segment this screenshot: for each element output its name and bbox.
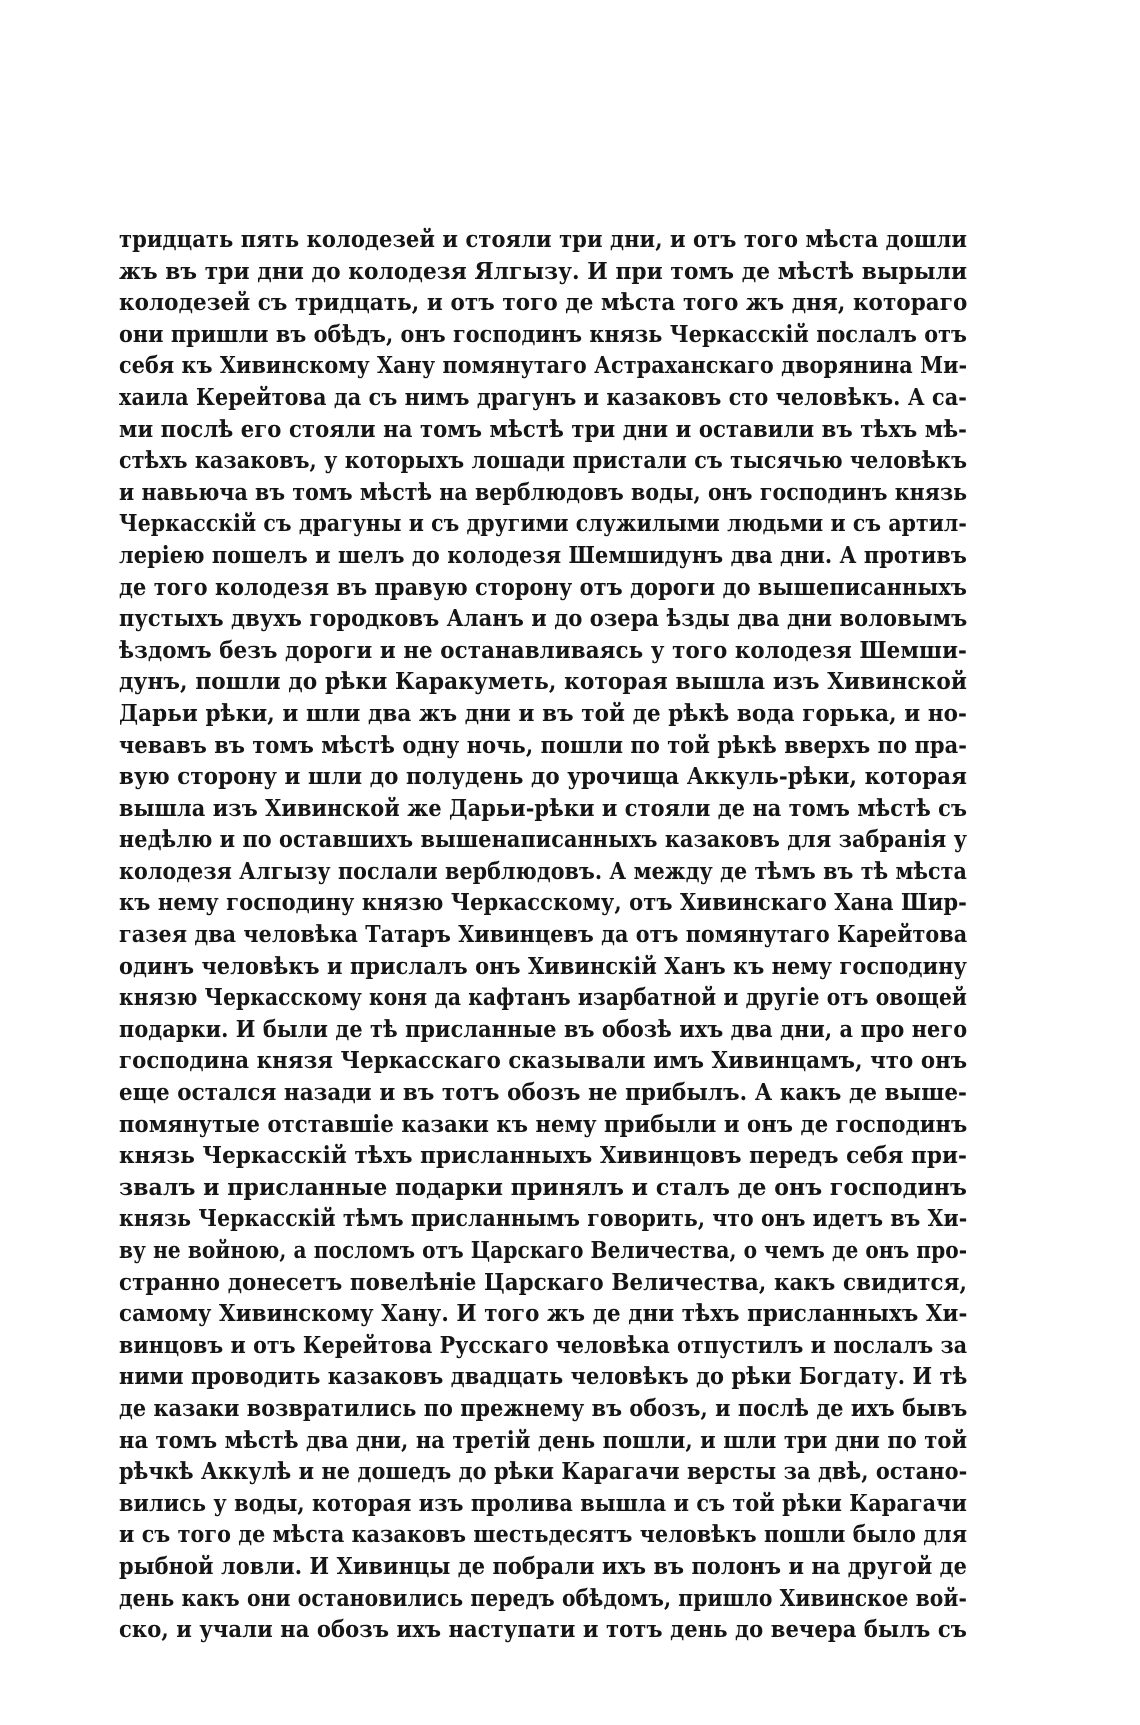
text-line: недѣлю и по оставшихъ вышенаписанныхъ казаковъ для забранiя у	[119, 825, 968, 854]
text-line: рыбной ловли. И Хивинцы де побрали ихъ въ полонъ и на другой де	[119, 1551, 968, 1580]
text-line: князь Черкасскій тѣмъ присланнымъ говорить, что онъ идетъ въ Хи-	[119, 1204, 968, 1233]
text-line: князь Черкасскій тѣхъ присланныхъ Хивинцовъ передъ себя при-	[119, 1141, 968, 1170]
text-line: пустыхъ двухъ городковъ Аланъ и до озера ѣзды два дни воловымъ	[119, 604, 968, 633]
text-line: себя къ Хивинскому Хану помянутаго Астраханскаго дворянина Ми-	[119, 351, 968, 380]
text-line: хаила Керейтова да съ нимъ драгунъ и казаковъ сто человѣкъ. А са-	[119, 382, 967, 411]
text-line: газея два человѣка Татаръ Хивинцевъ да отъ помянутаго Карейтова	[119, 920, 968, 949]
text-line: колодезей съ тридцать, и отъ того де мѣста того жъ дня, котораго	[119, 288, 968, 317]
text-line: къ нему господину князю Черкасскому, отъ Хивинскаго Хана Шир-	[119, 888, 967, 917]
text-line: ми послѣ его стояли на томъ мѣстѣ три дни и оставили въ тѣхъ мѣ-	[119, 414, 968, 443]
text-line: колодезя Алгызу послали верблюдовъ. А между де тѣмъ въ тѣ мѣста	[119, 856, 968, 885]
text-line: тридцать пять колодезей и стояли три дни, и отъ того мѣста дошли	[119, 225, 968, 253]
text-line: князю Черкасскому коня да кафтанъ изарбатной и другiе отъ овощей	[119, 983, 967, 1012]
text-line: лерiею пошелъ и шелъ до колодезя Шемшидунъ два дни. А противъ	[119, 540, 967, 569]
text-line: де казаки возвратились по прежнему въ обозъ, и послѣ де ихъ бывъ	[119, 1393, 968, 1422]
text-line: день какъ они остановились передъ обѣдомъ, пришло Хивинское вой-	[119, 1583, 968, 1612]
text-line: еще остался назади и въ тотъ обозъ не прибылъ. А какъ де выше-	[119, 1078, 968, 1107]
text-line: вышла изъ Хивинской же Дарьи-рѣки и стояли де на томъ мѣстѣ съ	[119, 793, 968, 822]
text-line: на томъ мѣстѣ два дни, на третій день пошли, и шли три дни по той	[119, 1425, 968, 1454]
text-line: подарки. И были де тѣ присланные въ обозѣ ихъ два дни, а про него	[119, 1014, 968, 1043]
text-line: господина князя Черкасскаго сказывали имъ Хивинцамъ, что онъ	[119, 1046, 968, 1075]
text-line: странно донесетъ повелѣнiе Царскаго Величества, какъ свидится,	[119, 1267, 967, 1296]
text-line: ѣздомъ безъ дороги и не останавливаясь у того колодезя Шемши-	[119, 635, 968, 664]
text-line: винцовъ и отъ Керейтова Русскаго человѣка отпустилъ и послалъ за	[119, 1330, 968, 1359]
text-line: вились у воды, которая изъ пролива вышла и съ той рѣки Карагачи	[119, 1488, 967, 1517]
text-line: ними проводить казаковъ двадцать человѣкъ до рѣки Богдату. И тѣ	[119, 1362, 968, 1391]
text-line: помянутые отставшiе казаки къ нему прибыли и онъ де господинъ	[119, 1109, 968, 1138]
text-line: дунъ, пошли до рѣки Каракуметь, которая вышла изъ Хивинской	[119, 667, 968, 696]
text-line: одинъ человѣкъ и прислалъ онъ Хивинскій Ханъ къ нему господину	[119, 951, 967, 980]
text-line: и съ того де мѣста казаковъ шестьдесятъ человѣкъ пошли было для	[119, 1520, 968, 1549]
text-line: рѣчкѣ Аккулѣ и не дошедъ до рѣки Карагачи версты за двѣ, остано-	[119, 1457, 968, 1486]
text-line: Дарьи рѣки, и шли два жъ дни и въ той де рѣкѣ вода горька, и но-	[119, 698, 968, 727]
text-line: ско, и учали на обозъ ихъ наступати и тотъ день до вечера былъ съ	[119, 1615, 967, 1644]
text-line: Черкасскій съ драгуны и съ другими служилыми людьми и съ артил-	[119, 509, 967, 538]
text-line: жъ въ три дни до колодезя Ялгызу. И при томъ де мѣстѣ вырыли	[119, 256, 968, 285]
text-line: звалъ и присланные подарки принялъ и сталъ де онъ господинъ	[119, 1172, 967, 1201]
text-line: и навьюча въ томъ мѣстѣ на верблюдовъ воды, онъ господинъ князь	[119, 477, 968, 506]
body-text	[119, 224, 967, 1646]
text-line: они пришли въ обѣдъ, онъ господинъ князь Черкасскій послалъ отъ	[119, 319, 968, 348]
text-line: вую сторону и шли до полудень до урочища Аккуль-рѣки, которая	[119, 762, 968, 791]
text-line: чевавъ въ томъ мѣстѣ одну ночь, пошли по той рѣкѣ вверхъ по пра-	[119, 730, 968, 759]
text-line: самому Хивинскому Хану. И того жъ де дни тѣхъ присланныхъ Хи-	[119, 1299, 968, 1328]
text-line: ву не войною, а посломъ отъ Царскаго Величества, о чемъ де онъ про-	[119, 1236, 968, 1264]
text-line: де того колодезя въ правую сторону отъ дороги до вышеписанныхъ	[119, 572, 968, 601]
text-line: стѣхъ казаковъ, у которыхъ лошади пристали съ тысячью человѣкъ	[119, 446, 968, 475]
